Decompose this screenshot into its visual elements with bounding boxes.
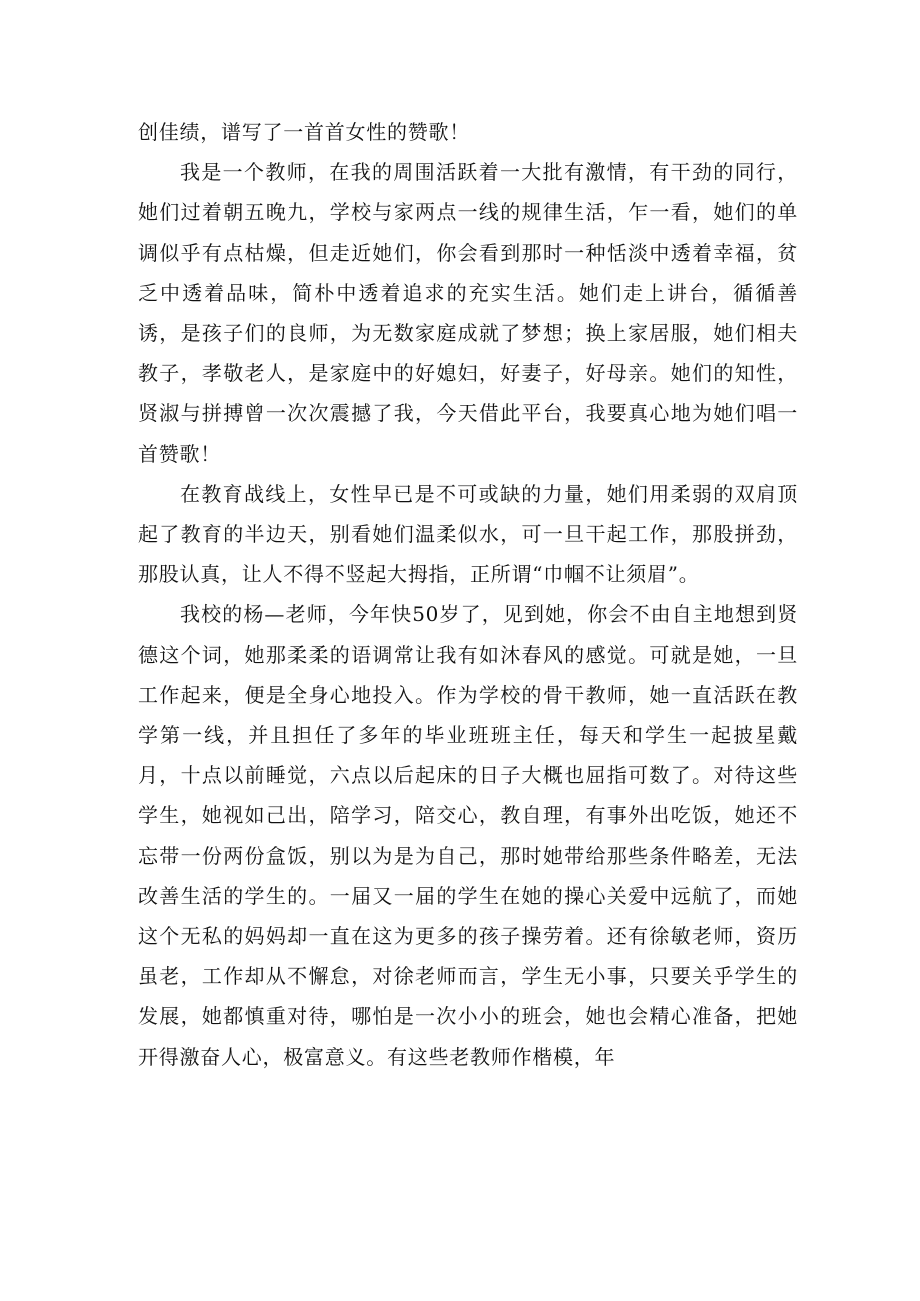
paragraph: 我是一个教师，在我的周围活跃着一大批有激情，有干劲的同行，她们过着朝五晚九，学校与家两点一线的规律生活，乍一看，她们的单调似乎有点枯燥，但走近她们，你会看到那时一种恬淡中透着幸福，贫乏中透着品味，简朴中透着追求的充实生活。她们走上讲台，循循善诱，是孩子们的良师，为无数家庭成就了梦想；换上家居服，她们相夫教子，孝敬老人，是家庭中的好媳妇，好妻子，好母亲。她们的知性，贤淑与拼搏曾一次次震撼了我，今天借此平台，我要真心地为她们唱一首赞歌！: [138, 160, 798, 466]
paragraph: 我校的杨—老师，今年快50岁了，见到她，你会不由自主地想到贤德这个词，她那柔柔的语调常让我有如沐春风的感觉。可就是她，一旦工作起来，便是全身心地投入。作为学校的骨干教师，她一直活跃在教学第一线，并且担任了多年的毕业班班主任，每天和学生一起披星戴月，十点以前睡觉，六点以后起床的日子大概也屈指可数了。对待这些学生，她视如己出，陪学习，陪交心，教自理，有事外出吃饭，她还不忘带一份两份盒饭，别以为是为自己，那时她带给那些条件略差，无法改善生活的学生的。一届又一届的学生在她的操心关爱中远航了，而她这个无私的妈妈却一直在这为更多的孩子操劳着。还有徐敏老师，资历虽老，工作却从不懈怠，对徐老师而言，学生无小事，只要关乎学生的发展，她都慎重对待，哪怕是一次小小的班会，她也会精心准备，把她开得激奋人心，极富意义。有这些老教师作楷模，年: [138, 602, 798, 1069]
paragraph: 在教育战线上，女性早已是不可或缺的力量，她们用柔弱的双肩顶起了教育的半边天，别看她们温柔似水，可一旦干起工作，那股拼劲，那股认真，让人不得不竖起大拇指，正所谓“巾帼不让须眉”。: [138, 481, 798, 587]
body-text: [138, 112, 798, 1077]
paragraph: 创佳绩，谱写了一首首女性的赞歌！: [138, 120, 470, 144]
